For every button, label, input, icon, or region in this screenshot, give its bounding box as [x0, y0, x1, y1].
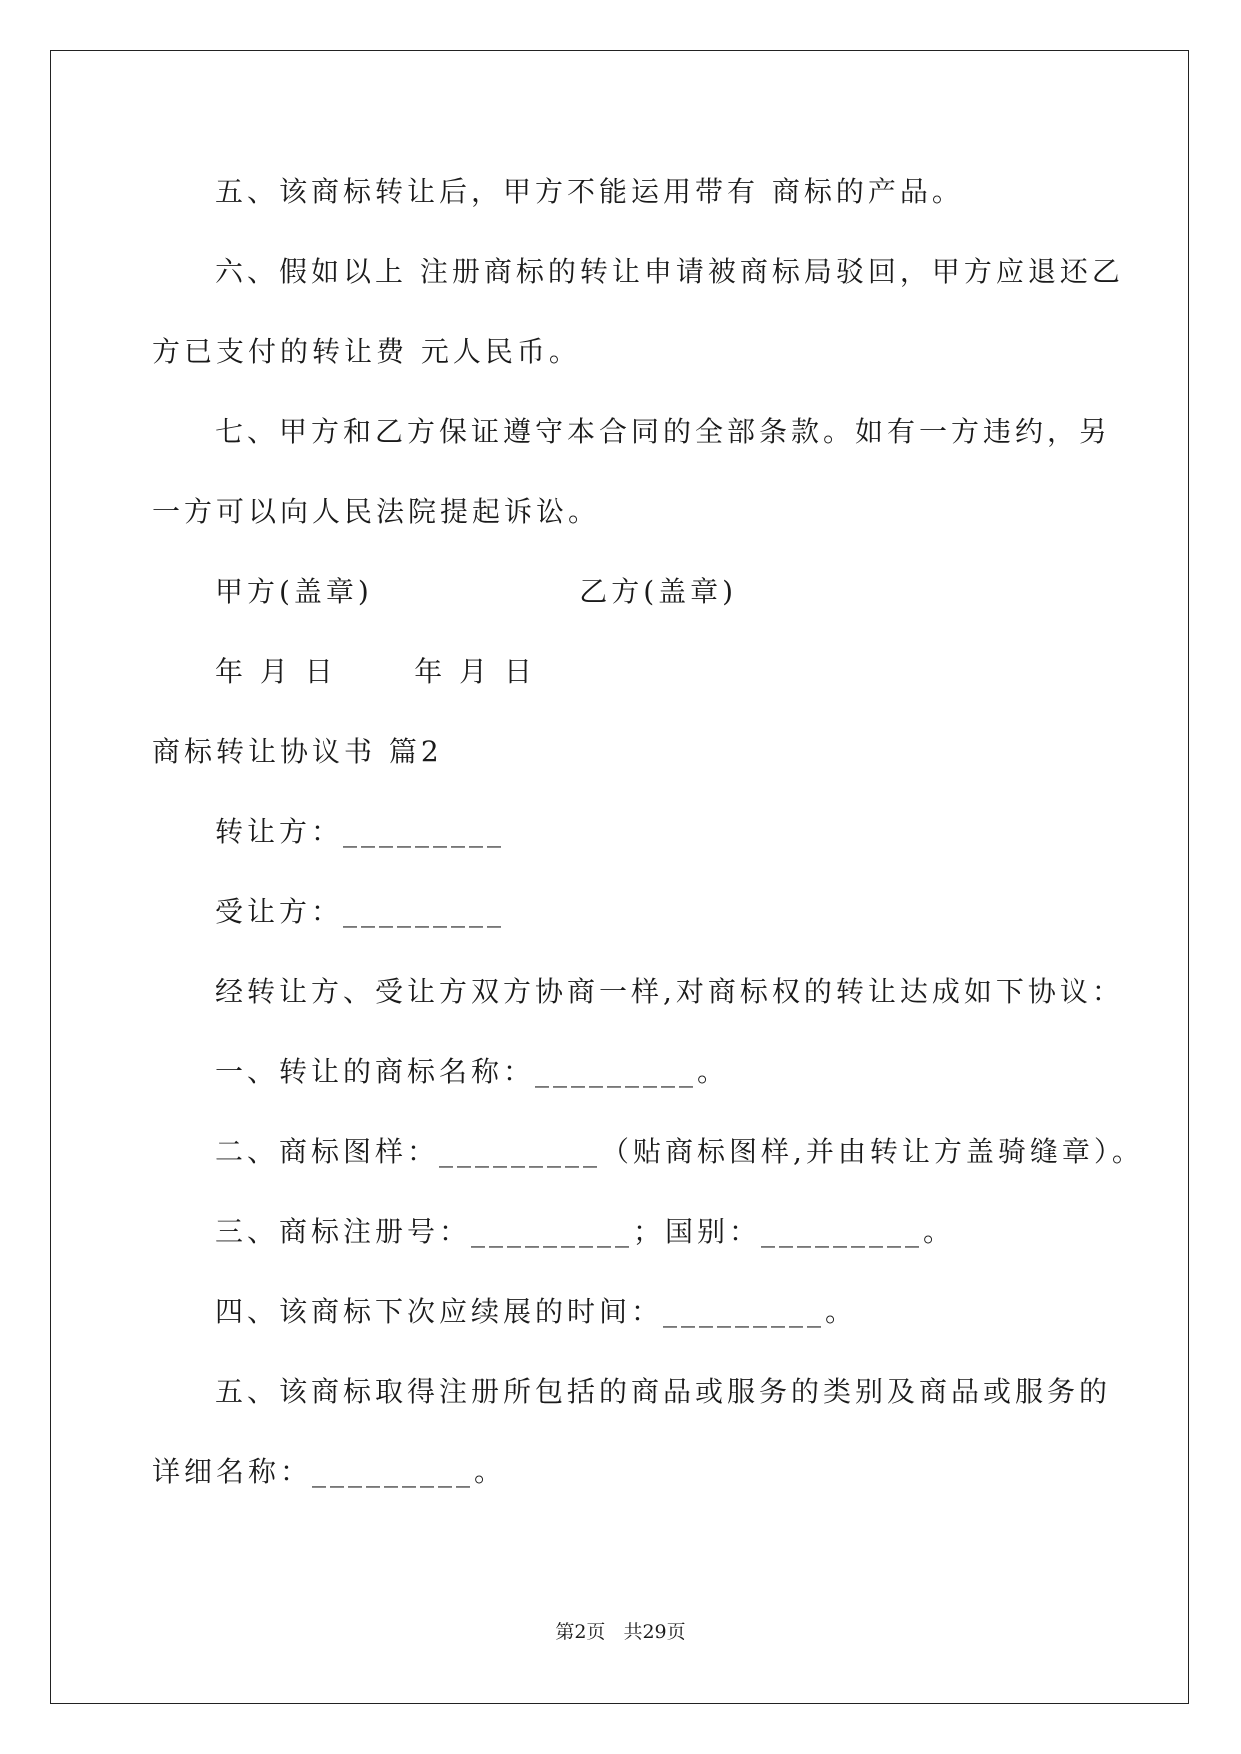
paragraph-line: 一方可以向人民法院提起诉讼。 [152, 495, 601, 528]
section-heading: 商标转让协议书 篇2 [152, 735, 443, 768]
clause-line: 一、转让的商标名称：_________。 [215, 1055, 730, 1088]
paragraph-line: 经转让方、受让方双方协商一样,对商标权的转让达成如下协议： [215, 975, 1124, 1008]
paragraph-line: 方已支付的转让费 元人民币。 [152, 335, 581, 368]
page-total: 共29页 [623, 1621, 686, 1643]
clause-line: 三、商标注册号：_________；国别：_________。 [215, 1215, 956, 1248]
clause-line: 详细名称：_________。 [152, 1455, 507, 1488]
page-number: 第2页 [555, 1621, 606, 1643]
paragraph-line: 六、假如以上 注册商标的转让申请被商标局驳回，甲方应退还乙 [215, 255, 1124, 288]
paragraph-line: 五、该商标转让后，甲方不能运用带有 商标的产品。 [215, 175, 964, 208]
clause-line: 四、该商标下次应续展的时间：_________。 [215, 1295, 858, 1328]
clause-line: 五、该商标取得注册所包括的商品或服务的类别及商品或服务的 [215, 1375, 1112, 1408]
transferee-field: 受让方：_________ [215, 895, 506, 928]
date-line: 年 月 日 年 月 日 [215, 655, 537, 688]
signature-line: 甲方(盖章) 乙方(盖章) [215, 575, 738, 608]
page-footer [0, 1620, 1241, 1644]
paragraph-line: 七、甲方和乙方保证遵守本合同的全部条款。如有一方违约，另 [215, 415, 1112, 448]
transferor-field: 转让方：_________ [215, 815, 506, 848]
clause-line: 二、商标图样：_________（贴商标图样,并由转让方盖骑缝章）。 [215, 1135, 1144, 1168]
